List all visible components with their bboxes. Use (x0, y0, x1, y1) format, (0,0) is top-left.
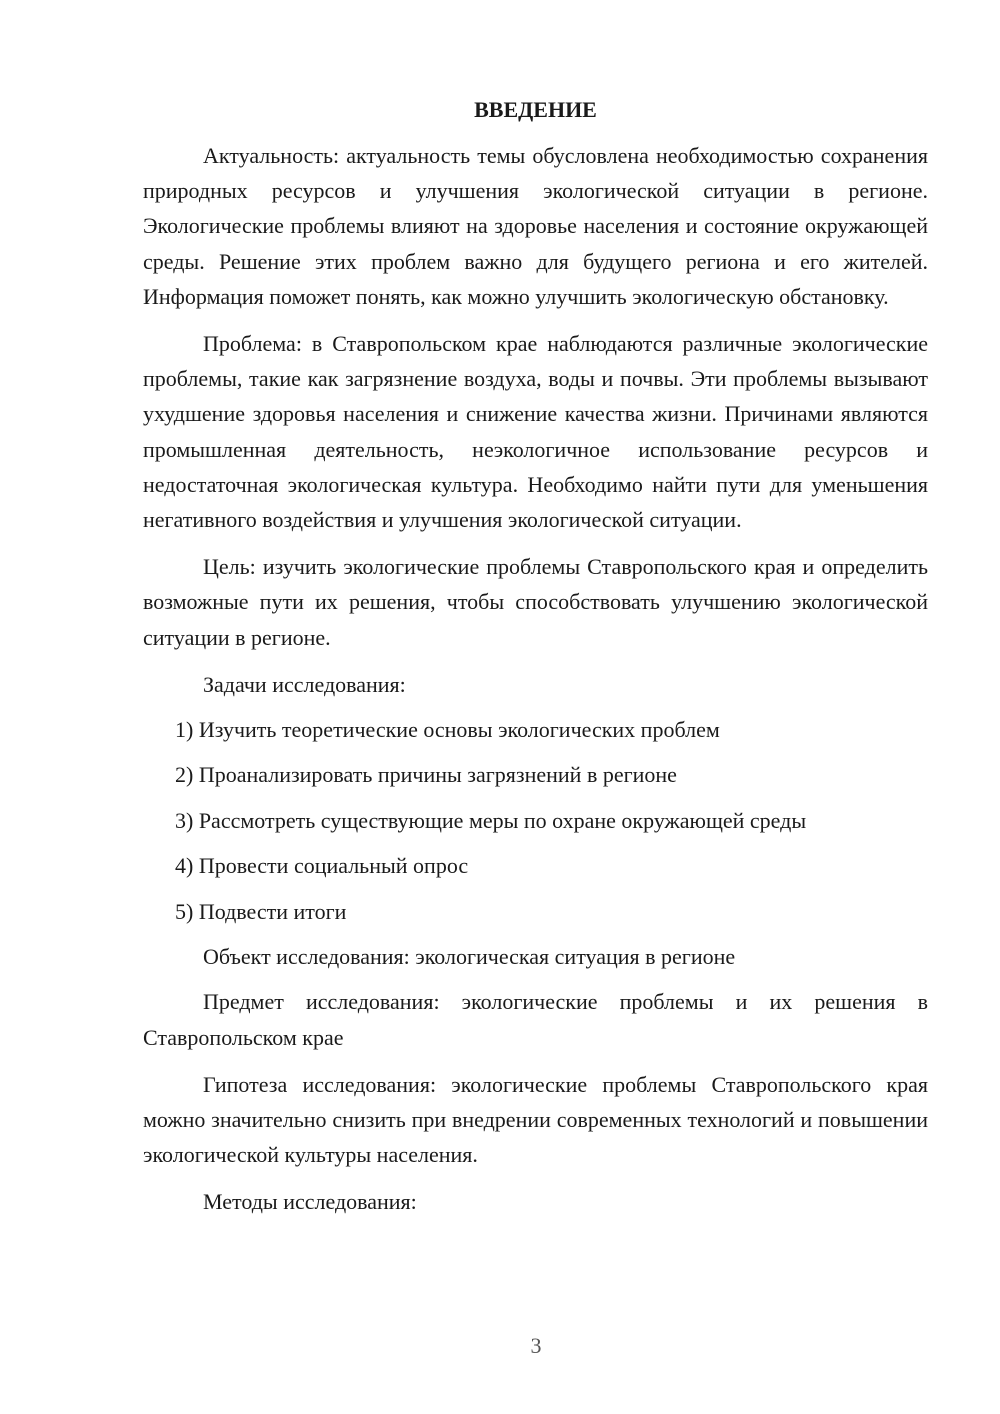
problem-paragraph: Проблема: в Ставропольском крае наблюдаются различные экологические проблемы, такие как загрязнение воздуха, воды и почвы. Эти проблемы вызывают ухудшение здоровья населения и снижение качества жизни. Причинами являются промышленная деятельность, неэкологичное использование ресурсов и недостаточная экологическая культура. Необходимо найти пути для уменьшения негативного воздействия и улучшения экологической ситуации. (143, 331, 928, 533)
list-item: 3) Рассмотреть существующие меры по охране окружающей среды (175, 807, 807, 833)
page-content (143, 95, 928, 1229)
list-item: 4) Провести социальный опрос (175, 853, 469, 879)
hypothesis-paragraph: Гипотеза исследования: экологические проблемы Ставропольского края можно значительно снизить при внедрении современных технологий и повышении экологической культуры населения. (143, 1071, 928, 1168)
object-paragraph: Объект исследования: экологическая ситуация в регионе (203, 944, 736, 970)
subject-paragraph: Предмет исследования: экологические проблемы и их решения в Ставропольском крае (143, 989, 928, 1050)
page-number: 3 (530, 1333, 542, 1358)
list-item: 5) Подвести итоги (175, 898, 347, 924)
page-title: ВВЕДЕНИЕ (474, 97, 597, 122)
list-item: 2) Проанализировать причины загрязнений в регионе (175, 762, 677, 788)
relevance-paragraph: Актуальность: актуальность темы обусловлена необходимостью сохранения природных ресурсов и улучшения экологической ситуации в регионе. Экологические проблемы влияют на здоровье населения и состояние окружающей среды. Решение этих проблем важно для будущего региона и его жителей. Информация поможет понять, как можно улучшить экологическую обстановку. (143, 143, 928, 309)
tasks-list (143, 712, 928, 929)
list-item: 1) Изучить теоретические основы экологических проблем (175, 716, 720, 742)
tasks-heading: Задачи исследования: (203, 671, 406, 697)
goal-paragraph: Цель: изучить экологические проблемы Ставропольского края и определить возможные пути их решения, чтобы способствовать улучшению экологической ситуации в регионе. (143, 554, 928, 650)
methods-heading: Методы исследования: (203, 1189, 417, 1215)
